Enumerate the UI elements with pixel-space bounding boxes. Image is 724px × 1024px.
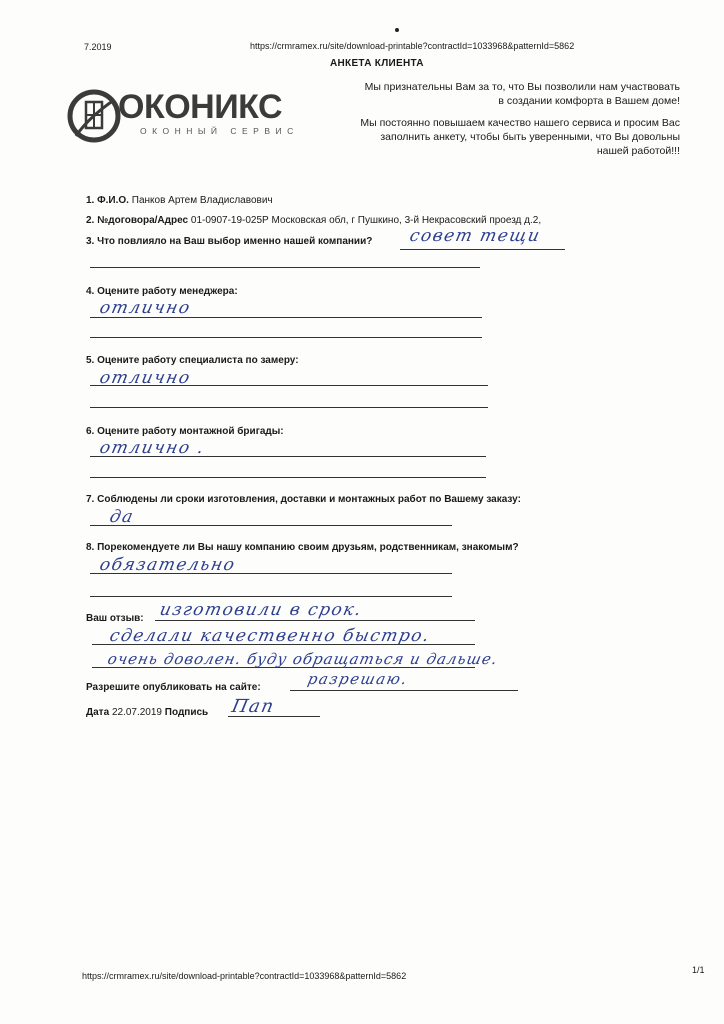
answer-3-handwritten: совет тещи xyxy=(407,226,543,246)
question-1 xyxy=(86,195,273,206)
answer-6-handwritten: отлично . xyxy=(97,438,207,458)
answer-8-handwritten: обязательно xyxy=(97,555,238,575)
review-line-1 xyxy=(155,620,475,621)
question-4 xyxy=(86,286,238,297)
answer-line-6 xyxy=(90,456,486,457)
intro-paragraph-1: Мы признательны Вам за то, что Вы позволили нам участвовать в создании комфорта в Вашем доме! xyxy=(364,81,680,107)
publish-label: Разрешите опубликовать на сайте: xyxy=(86,682,261,693)
question-7 xyxy=(86,494,521,505)
question-3 xyxy=(86,236,372,247)
intro-paragraph-2: Мы постоянно повышаем качество нашего сервиса и просим Вас заполнить анкету, чтобы быть уверенными, что Вы довольны нашей работой!!! xyxy=(360,117,680,157)
answer-line-4 xyxy=(90,317,482,318)
date-label: Дата xyxy=(86,707,110,718)
review-label: Ваш отзыв: xyxy=(86,613,144,624)
answer-line-5 xyxy=(90,385,488,386)
answer-line-3 xyxy=(400,249,565,250)
signature-handwritten: Пап xyxy=(229,696,277,717)
review-line-3 xyxy=(92,667,475,668)
question-4-label: 4. Оцените работу менеджера: xyxy=(86,286,238,297)
logo-wordmark: ОКОНИКС xyxy=(118,88,282,126)
page-title: АНКЕТА КЛИЕНТА xyxy=(330,58,424,69)
publish-line xyxy=(290,690,518,691)
question-1-value: Панков Артем Владиславович xyxy=(131,195,273,206)
date-value: 22.07.2019 xyxy=(111,707,162,718)
publish-answer-handwritten: разрешаю. xyxy=(306,670,410,688)
publish-question xyxy=(86,682,261,693)
answer-5-handwritten: отлично xyxy=(97,368,193,388)
question-5 xyxy=(86,355,299,366)
signature-label: Подпись xyxy=(164,707,209,718)
review-line-1-handwritten: изготовили в срок. xyxy=(157,600,365,620)
answer-line-8b xyxy=(90,596,452,597)
question-7-label: 7. Соблюдены ли сроки изготовления, доставки и монтажных работ по Вашему заказу: xyxy=(86,494,521,505)
question-2 xyxy=(86,215,541,226)
date-signature-row xyxy=(86,707,208,718)
answer-line-5b xyxy=(90,407,488,408)
answer-line-3b xyxy=(90,267,480,268)
question-6 xyxy=(86,426,284,437)
signature-line xyxy=(228,716,320,717)
question-3-label: 3. Что повлияло на Ваш выбор именно нашей компании? xyxy=(86,236,373,247)
review-section xyxy=(86,613,144,624)
answer-line-4b xyxy=(90,337,482,338)
question-8-label: 8. Порекомендуете ли Вы нашу компанию своим друзьям, родственникам, знакомым? xyxy=(86,542,519,553)
answer-line-6b xyxy=(90,477,486,478)
intro-text xyxy=(360,80,680,166)
question-5-label: 5. Оцените работу специалиста по замеру: xyxy=(86,355,299,366)
answer-line-7 xyxy=(90,525,452,526)
answer-line-8 xyxy=(90,573,452,574)
review-line-3-handwritten: очень доволен. буду обращаться и дальше. xyxy=(106,650,500,668)
answer-4-handwritten: отлично xyxy=(97,298,193,318)
question-2-value: 01-0907-19-025Р Московская обл, г Пушкино, 3-й Некрасовский проезд д.2, xyxy=(190,215,542,226)
question-8 xyxy=(86,542,519,553)
page-number: 1/1 xyxy=(692,965,705,975)
question-6-label: 6. Оцените работу монтажной бригады: xyxy=(86,426,284,437)
answer-7-handwritten: да xyxy=(107,507,137,527)
print-url: https://crmramex.ru/site/download-printable?contractId=1033968&patternId=5862 xyxy=(250,41,575,51)
punch-mark xyxy=(395,28,399,32)
question-1-label: 1. Ф.И.О. xyxy=(86,195,129,206)
logo-subtitle: ОКОННЫЙ СЕРВИС xyxy=(140,126,299,136)
question-2-label: 2. №договора/Адрес xyxy=(86,215,189,226)
review-line-2 xyxy=(92,644,475,645)
print-date: 7.2019 xyxy=(84,42,112,52)
footer-url: https://crmramex.ru/site/download-printable?contractId=1033968&patternId=5862 xyxy=(82,971,407,981)
review-line-2-handwritten: сделали качественно быстро. xyxy=(107,626,433,646)
